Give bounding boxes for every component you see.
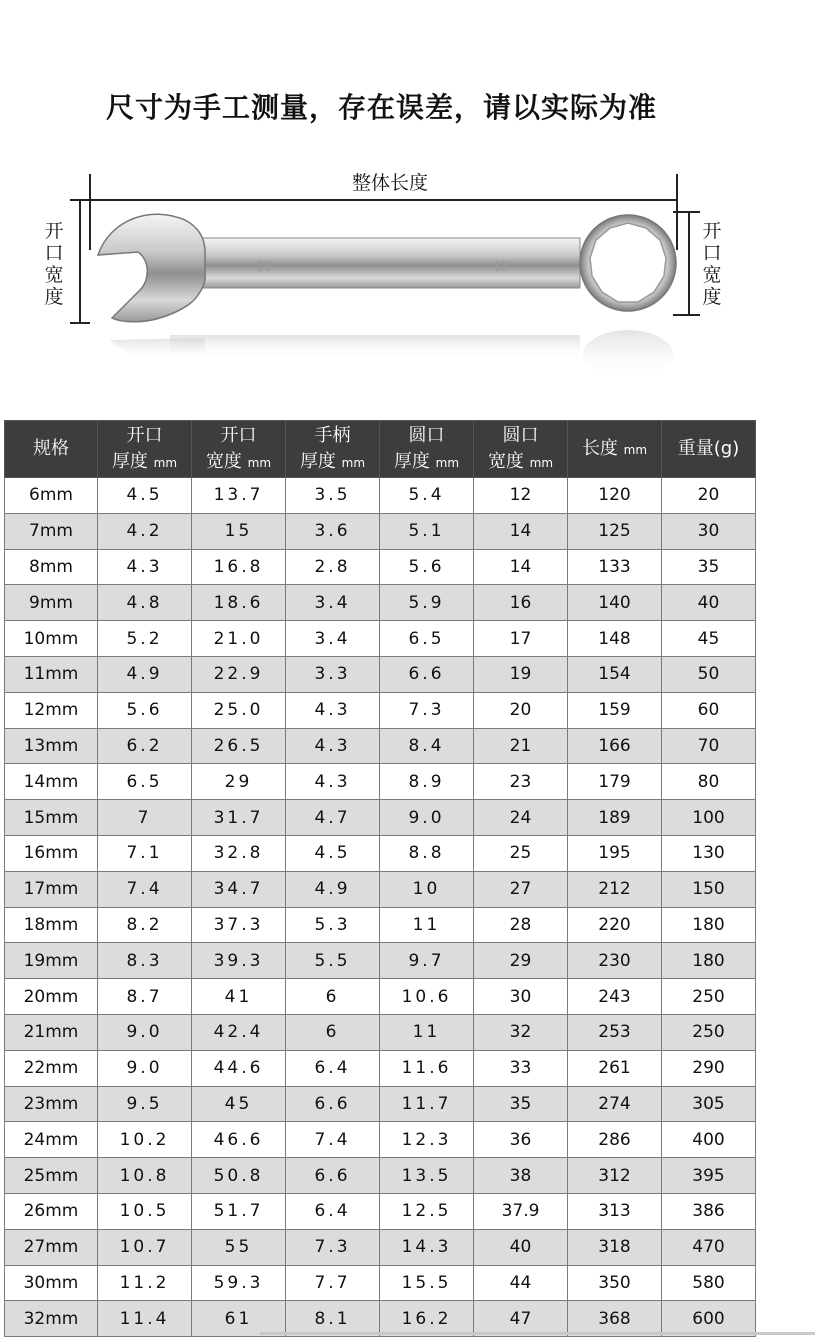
table-cell: 212 [568,871,662,907]
table-cell: 12.3 [380,1122,474,1158]
table-cell: 11.4 [98,1301,192,1337]
table-cell: 290 [662,1050,756,1086]
table-cell: 7.7 [286,1265,380,1301]
table-cell: 4.3 [286,692,380,728]
table-cell: 7.3 [286,1229,380,1265]
table-cell: 148 [568,621,662,657]
table-cell: 15 [192,513,286,549]
table-cell: 11.2 [98,1265,192,1301]
table-cell: 5.6 [380,549,474,585]
table-cell: 22.9 [192,656,286,692]
spec-size-cell: 26mm [5,1193,98,1229]
table-cell: 30 [474,979,568,1015]
table-row [5,764,756,800]
table-cell: 36 [474,1122,568,1158]
table-cell: 80 [662,764,756,800]
table-cell: 17 [474,621,568,657]
spec-size-cell: 20mm [5,979,98,1015]
table-cell: 7.1 [98,835,192,871]
table-cell: 7 [98,800,192,836]
table-cell: 12 [474,478,568,514]
spec-size-cell: 32mm [5,1301,98,1337]
table-row [5,1229,756,1265]
measurement-notice: 尺寸为手工测量，存在误差，请以实际为准 [105,91,657,124]
table-cell: 5.3 [286,907,380,943]
table-cell: 30 [662,513,756,549]
table-cell: 243 [568,979,662,1015]
table-cell: 40 [662,585,756,621]
table-cell: 6.5 [98,764,192,800]
table-cell: 10.7 [98,1229,192,1265]
table-cell: 21 [474,728,568,764]
wrench-illustration [0,160,815,410]
spec-size-cell: 25mm [5,1158,98,1194]
column-header: 圆口 厚度 mm [380,421,474,478]
table-cell: 10.8 [98,1158,192,1194]
open-width-label-right: 开 口 宽 度 [702,220,722,308]
spec-size-cell: 19mm [5,943,98,979]
table-cell: 59.3 [192,1265,286,1301]
table-cell: 35 [662,549,756,585]
table-cell: 6.2 [98,728,192,764]
spec-size-cell: 21mm [5,1014,98,1050]
table-cell: 26.5 [192,728,286,764]
table-cell: 11 [380,1014,474,1050]
table-cell: 55 [192,1229,286,1265]
table-cell: 33 [474,1050,568,1086]
table-row [5,871,756,907]
spec-size-cell: 22mm [5,1050,98,1086]
table-cell: 8.1 [286,1301,380,1337]
table-cell: 39.3 [192,943,286,979]
table-cell: 29 [474,943,568,979]
table-cell: 7.4 [286,1122,380,1158]
table-cell: 4.5 [286,835,380,871]
open-width-label-left: 开 口 宽 度 [44,220,64,308]
table-cell: 470 [662,1229,756,1265]
table-cell: 12.5 [380,1193,474,1229]
table-cell: 4.3 [286,764,380,800]
table-cell: 10.6 [380,979,474,1015]
table-cell: 44.6 [192,1050,286,1086]
table-cell: 20 [474,692,568,728]
table-cell: 46.6 [192,1122,286,1158]
table-cell: 120 [568,478,662,514]
table-cell: 37.3 [192,907,286,943]
table-cell: 179 [568,764,662,800]
table-cell: 10 [380,871,474,907]
table-cell: 11 [380,907,474,943]
table-cell: 11.6 [380,1050,474,1086]
table-cell: 60 [662,692,756,728]
table-cell: 154 [568,656,662,692]
table-cell: 6 [286,1014,380,1050]
spec-size-cell: 30mm [5,1265,98,1301]
spec-size-cell: 9mm [5,585,98,621]
table-cell: 18.6 [192,585,286,621]
table-cell: 41 [192,979,286,1015]
spec-size-cell: 23mm [5,1086,98,1122]
table-cell: 350 [568,1265,662,1301]
table-cell: 23 [474,764,568,800]
table-body [5,478,756,1337]
table-cell: 8.3 [98,943,192,979]
table-cell: 5.1 [380,513,474,549]
table-cell: 3.4 [286,621,380,657]
table-row [5,979,756,1015]
table-row [5,943,756,979]
table-row [5,1086,756,1122]
table-cell: 34.7 [192,871,286,907]
table-cell: 31.7 [192,800,286,836]
table-cell: 7.4 [98,871,192,907]
table-cell: 4.2 [98,513,192,549]
table-cell: 16.2 [380,1301,474,1337]
table-cell: 220 [568,907,662,943]
table-row [5,692,756,728]
column-header: 手柄 厚度 mm [286,421,380,478]
table-cell: 19 [474,656,568,692]
table-cell: 47 [474,1301,568,1337]
table-cell: 44 [474,1265,568,1301]
table-cell: 400 [662,1122,756,1158]
spec-size-cell: 14mm [5,764,98,800]
table-cell: 21.0 [192,621,286,657]
table-cell: 42.4 [192,1014,286,1050]
table-cell: 150 [662,871,756,907]
table-cell: 4.7 [286,800,380,836]
table-cell: 100 [662,800,756,836]
table-cell: 313 [568,1193,662,1229]
table-cell: 9.7 [380,943,474,979]
spec-size-cell: 13mm [5,728,98,764]
table-cell: 24 [474,800,568,836]
table-cell: 8.2 [98,907,192,943]
column-header: 开口 厚度 mm [98,421,192,478]
table-cell: 130 [662,835,756,871]
table-cell: 8.8 [380,835,474,871]
table-cell: 9.0 [380,800,474,836]
table-cell: 180 [662,943,756,979]
table-cell: 274 [568,1086,662,1122]
column-header: 重量(g) [662,421,756,478]
spec-size-cell: 12mm [5,692,98,728]
table-cell: 250 [662,979,756,1015]
table-cell: 61 [192,1301,286,1337]
table-cell: 8.9 [380,764,474,800]
table-cell: 3.5 [286,478,380,514]
table-row [5,1014,756,1050]
table-cell: 195 [568,835,662,871]
table-cell: 25.0 [192,692,286,728]
table-row [5,1122,756,1158]
spec-size-cell: 11mm [5,656,98,692]
table-cell: 38 [474,1158,568,1194]
table-cell: 6.4 [286,1193,380,1229]
table-row [5,1050,756,1086]
table-cell: 6.6 [380,656,474,692]
table-row [5,1265,756,1301]
table-cell: 368 [568,1301,662,1337]
table-cell: 37.9 [474,1193,568,1229]
table-cell: 35 [474,1086,568,1122]
size-mark-right: 10 [493,260,509,275]
table-cell: 5.5 [286,943,380,979]
table-cell: 4.8 [98,585,192,621]
table-cell: 28 [474,907,568,943]
table-cell: 386 [662,1193,756,1229]
table-cell: 50.8 [192,1158,286,1194]
table-cell: 6.6 [286,1086,380,1122]
table-cell: 13.5 [380,1158,474,1194]
wrench-diagram [0,160,815,410]
table-cell: 51.7 [192,1193,286,1229]
table-cell: 14.3 [380,1229,474,1265]
spec-size-cell: 15mm [5,800,98,836]
table-row [5,549,756,585]
table-row [5,656,756,692]
table-cell: 8.7 [98,979,192,1015]
table-cell: 133 [568,549,662,585]
table-row [5,621,756,657]
table-cell: 5.6 [98,692,192,728]
table-cell: 14 [474,549,568,585]
table-cell: 4.3 [98,549,192,585]
spec-size-cell: 7mm [5,513,98,549]
table-cell: 250 [662,1014,756,1050]
table-cell: 20 [662,478,756,514]
table-cell: 3.6 [286,513,380,549]
table-cell: 312 [568,1158,662,1194]
column-header: 圆口 宽度 mm [474,421,568,478]
table-cell: 166 [568,728,662,764]
table-cell: 50 [662,656,756,692]
table-cell: 253 [568,1014,662,1050]
table-cell: 286 [568,1122,662,1158]
table-row [5,728,756,764]
table-cell: 2.8 [286,549,380,585]
total-length-label: 整体长度 [351,172,428,194]
column-header: 规格 [5,421,98,478]
table-cell: 261 [568,1050,662,1086]
table-cell: 32.8 [192,835,286,871]
table-cell: 15.5 [380,1265,474,1301]
table-row [5,835,756,871]
table-cell: 70 [662,728,756,764]
table-row [5,513,756,549]
spec-table [4,420,756,1337]
table-cell: 5.4 [380,478,474,514]
table-cell: 8.4 [380,728,474,764]
table-cell: 305 [662,1086,756,1122]
table-cell: 40 [474,1229,568,1265]
table-row [5,907,756,943]
table-cell: 6 [286,979,380,1015]
table-cell: 6.4 [286,1050,380,1086]
bottom-divider [260,1332,815,1335]
table-cell: 6.5 [380,621,474,657]
spec-size-cell: 8mm [5,549,98,585]
table-cell: 125 [568,513,662,549]
table-cell: 4.3 [286,728,380,764]
table-cell: 6.6 [286,1158,380,1194]
table-cell: 32 [474,1014,568,1050]
table-row [5,1158,756,1194]
table-cell: 10.5 [98,1193,192,1229]
spec-size-cell: 27mm [5,1229,98,1265]
table-cell: 16 [474,585,568,621]
table-cell: 13.7 [192,478,286,514]
spec-size-cell: 18mm [5,907,98,943]
table-cell: 9.0 [98,1050,192,1086]
table-cell: 25 [474,835,568,871]
table-cell: 29 [192,764,286,800]
table-row [5,585,756,621]
table-cell: 159 [568,692,662,728]
table-cell: 4.5 [98,478,192,514]
table-cell: 9.5 [98,1086,192,1122]
table-cell: 600 [662,1301,756,1337]
table-cell: 9.0 [98,1014,192,1050]
spec-size-cell: 10mm [5,621,98,657]
spec-size-cell: 6mm [5,478,98,514]
table-cell: 4.9 [98,656,192,692]
table-cell: 318 [568,1229,662,1265]
table-row [5,800,756,836]
table-cell: 7.3 [380,692,474,728]
table-cell: 5.2 [98,621,192,657]
table-cell: 230 [568,943,662,979]
table-cell: 580 [662,1265,756,1301]
table-cell: 395 [662,1158,756,1194]
spec-size-cell: 16mm [5,835,98,871]
table-cell: 27 [474,871,568,907]
table-cell: 45 [662,621,756,657]
spec-size-cell: 24mm [5,1122,98,1158]
table-row [5,478,756,514]
table-cell: 140 [568,585,662,621]
spec-size-cell: 17mm [5,871,98,907]
table-cell: 11.7 [380,1086,474,1122]
table-cell: 5.9 [380,585,474,621]
table-cell: 45 [192,1086,286,1122]
table-cell: 189 [568,800,662,836]
size-mark-left: 10 [256,260,272,275]
table-cell: 3.4 [286,585,380,621]
table-header-row [5,421,756,478]
table-cell: 3.3 [286,656,380,692]
table-cell: 4.9 [286,871,380,907]
table-cell: 14 [474,513,568,549]
table-cell: 16.8 [192,549,286,585]
column-header: 长度 mm [568,421,662,478]
column-header: 开口 宽度 mm [192,421,286,478]
table-row [5,1193,756,1229]
table-cell: 10.2 [98,1122,192,1158]
table-cell: 180 [662,907,756,943]
